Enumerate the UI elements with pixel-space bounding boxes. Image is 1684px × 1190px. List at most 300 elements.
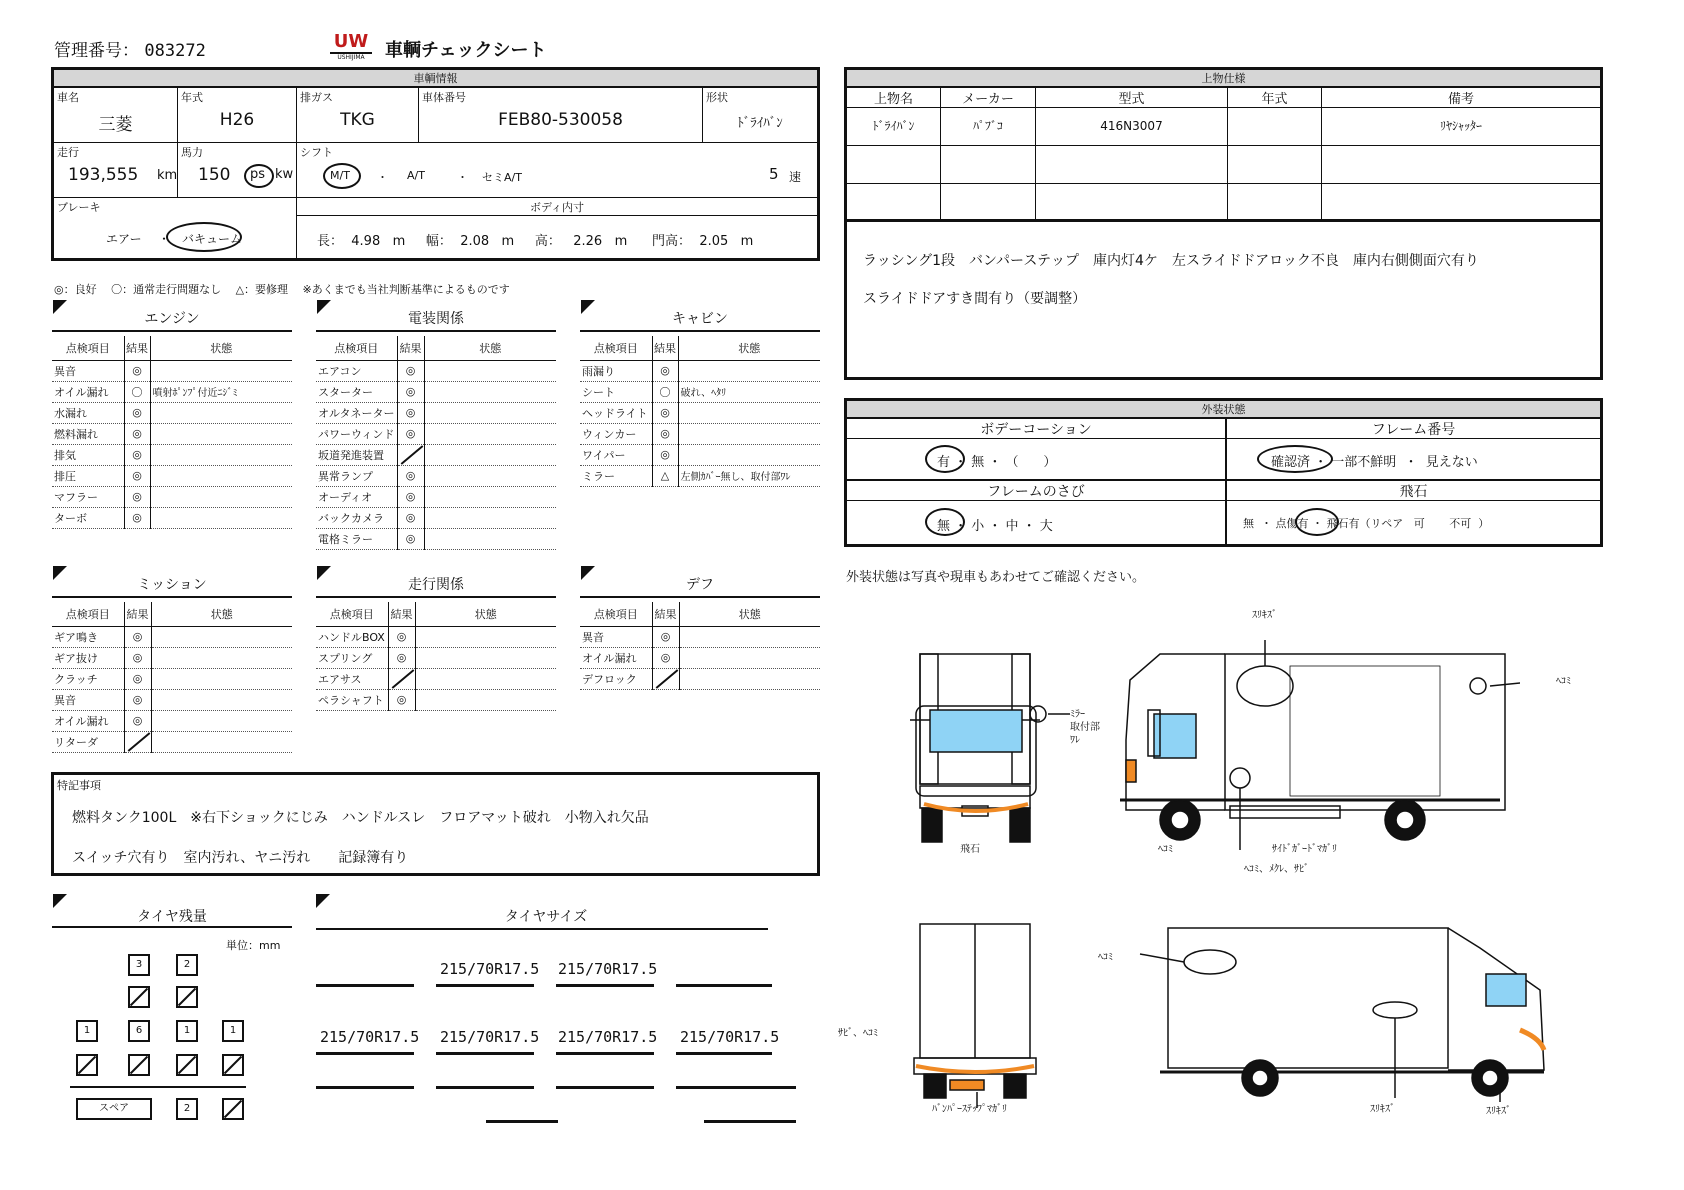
row1-maker: ﾊﾟﾌﾞｺ bbox=[941, 108, 1036, 145]
tire-line-2 bbox=[436, 984, 534, 987]
tire-line-6 bbox=[436, 1052, 534, 1055]
check-item: エアサス bbox=[316, 668, 388, 689]
cabin-title: キャビン bbox=[672, 311, 728, 327]
vehicle-info-header: 車輌情報 bbox=[54, 70, 817, 88]
tire-rear-inner-3-na bbox=[176, 1054, 198, 1076]
truck-side-view bbox=[1120, 640, 1520, 850]
check-item: エアコン bbox=[316, 360, 397, 381]
table-row bbox=[316, 465, 556, 486]
body-size-label: ボディ内寸 bbox=[297, 199, 817, 216]
check-item: オイル漏れ bbox=[52, 710, 124, 731]
check-state bbox=[151, 626, 292, 647]
check-result: ◎ bbox=[388, 647, 415, 668]
tire-line-7 bbox=[556, 1052, 654, 1055]
note-mirror: ﾐﾗｰ 取付部 ﾜﾚ bbox=[1070, 709, 1100, 746]
table-header-row bbox=[580, 336, 820, 360]
col-header-state: 状態 bbox=[679, 602, 820, 626]
check-result bbox=[397, 444, 424, 465]
table-row bbox=[316, 402, 556, 423]
electrical-table bbox=[316, 336, 556, 550]
exterior-header: 外装状態 bbox=[847, 401, 1600, 419]
note-scratch-bottom-1: ｽﾘｷｽﾞ bbox=[1370, 1104, 1395, 1115]
table-header-row bbox=[52, 602, 292, 626]
check-item: ハンドルBOX bbox=[316, 626, 388, 647]
check-result: ◎ bbox=[652, 647, 679, 668]
col-remarks: 備考 bbox=[1447, 92, 1474, 107]
mgmt-value: 083272 bbox=[144, 41, 206, 61]
tire-rear-3: 1 bbox=[176, 1020, 198, 1042]
table-row bbox=[316, 647, 556, 668]
row1-name: ﾄﾞﾗｲﾊﾞﾝ bbox=[847, 108, 941, 145]
brake-label: ブレーキ bbox=[57, 201, 101, 214]
body-dims: 長： 4.98 m 幅： 2.08 m 高： 2.26 m 門高： 2.05 m bbox=[317, 234, 754, 249]
not-applicable-slash bbox=[391, 670, 413, 688]
col-header-item: 点検項目 bbox=[52, 336, 124, 360]
check-result bbox=[124, 731, 151, 752]
power-unit-kw: kw bbox=[275, 167, 294, 182]
check-result: 〇 bbox=[124, 381, 150, 402]
check-state bbox=[424, 486, 556, 507]
check-item: ペラシャフト bbox=[316, 689, 388, 710]
check-result bbox=[388, 668, 415, 689]
check-result: ◎ bbox=[397, 486, 424, 507]
check-state bbox=[150, 423, 292, 444]
chip-value: 無 ・ 点傷有 ・ 飛石有（リペア 可 不可 ） bbox=[1243, 517, 1490, 530]
power-label: 馬力 bbox=[181, 146, 203, 159]
brake-cell bbox=[54, 198, 297, 258]
check-result: ◎ bbox=[124, 507, 150, 528]
check-item: 排圧 bbox=[52, 465, 124, 486]
check-item: 雨漏り bbox=[580, 360, 652, 381]
check-state bbox=[424, 507, 556, 528]
tire-line-5 bbox=[316, 1052, 414, 1055]
col-header-state: 状態 bbox=[678, 336, 820, 360]
check-item: マフラー bbox=[52, 486, 124, 507]
tire-rear-inner-4-na bbox=[222, 1054, 244, 1076]
check-item: ワイパー bbox=[580, 444, 652, 465]
col-model: 型式 bbox=[1036, 88, 1228, 107]
check-state bbox=[678, 423, 820, 444]
body-coating-label: ボデーコーション bbox=[847, 419, 1227, 439]
frame-rust-label: フレームのさび bbox=[847, 481, 1227, 501]
mileage-value: 193,555 bbox=[68, 165, 139, 185]
check-state bbox=[151, 647, 292, 668]
electrical-title: 電装関係 bbox=[408, 311, 464, 327]
check-result: ◎ bbox=[124, 423, 150, 444]
check-item: 異音 bbox=[52, 689, 124, 710]
check-item: シート bbox=[580, 381, 652, 402]
check-result: ◎ bbox=[397, 360, 424, 381]
table-row bbox=[580, 668, 820, 689]
tire-remain-title: タイヤ残量 bbox=[137, 909, 207, 925]
row1-model: 416N3007 bbox=[1036, 108, 1228, 145]
engine-title: エンジン bbox=[144, 311, 200, 327]
tire-front-right: 2 bbox=[176, 954, 198, 976]
col-name: 上物名 bbox=[847, 88, 941, 107]
check-state bbox=[679, 668, 820, 689]
electrical-underline bbox=[316, 330, 556, 332]
frame-no-label: フレーム番号 bbox=[1227, 419, 1600, 439]
table-row bbox=[316, 507, 556, 528]
table-row bbox=[52, 507, 292, 528]
check-state bbox=[415, 626, 556, 647]
row1-year bbox=[1228, 108, 1322, 145]
note-rust-dent: ｻﾋﾞ、ﾍｺﾐ bbox=[838, 1028, 878, 1039]
tire-size-rear-2: 215/70R17.5 bbox=[440, 1028, 540, 1046]
check-item: オーディオ bbox=[316, 486, 397, 507]
upper-spec-box bbox=[844, 67, 1603, 380]
check-state bbox=[424, 402, 556, 423]
col-header-item: 点検項目 bbox=[316, 602, 388, 626]
tire-line-12 bbox=[676, 1086, 796, 1089]
shape-label: 形状 bbox=[706, 91, 728, 104]
tire-rear-inner-2-na bbox=[128, 1054, 150, 1076]
col-header-state: 状態 bbox=[424, 336, 556, 360]
table-row bbox=[580, 647, 820, 668]
tire-line-3 bbox=[556, 984, 654, 987]
check-item: デフロック bbox=[580, 668, 652, 689]
check-state bbox=[415, 689, 556, 710]
table-row bbox=[316, 444, 556, 465]
not-applicable-slash bbox=[655, 670, 677, 688]
tire-front-left: 3 bbox=[128, 954, 150, 976]
check-item: 坂道発進装置 bbox=[316, 444, 397, 465]
check-result: ◎ bbox=[397, 528, 424, 549]
table-row bbox=[52, 444, 292, 465]
check-item: ギア抜け bbox=[52, 647, 124, 668]
table-row bbox=[316, 528, 556, 549]
table-row bbox=[52, 486, 292, 507]
running-underline bbox=[316, 596, 556, 598]
check-item: ヘッドライト bbox=[580, 402, 652, 423]
chassis-cell bbox=[419, 88, 703, 143]
table-row bbox=[52, 710, 292, 731]
check-state bbox=[678, 444, 820, 465]
mileage-label: 走行 bbox=[57, 146, 79, 159]
not-applicable-slash bbox=[400, 446, 422, 464]
truck-left-side-view bbox=[1140, 928, 1544, 1102]
table-row bbox=[52, 647, 292, 668]
mission-title: ミッション bbox=[137, 577, 207, 593]
table-row bbox=[316, 626, 556, 647]
check-item: リターダ bbox=[52, 731, 124, 752]
tire-line-11 bbox=[556, 1086, 654, 1089]
year-cell bbox=[178, 88, 297, 143]
brake-sep: ・ bbox=[158, 232, 171, 246]
check-result: ◎ bbox=[388, 626, 415, 647]
frame-no-cell bbox=[1227, 439, 1600, 481]
tire-rear-2: 6 bbox=[128, 1020, 150, 1042]
check-result: ◎ bbox=[652, 423, 678, 444]
power-unit-ps: ps bbox=[250, 167, 266, 182]
emission-cell bbox=[297, 88, 419, 143]
check-result: ◎ bbox=[124, 689, 151, 710]
col-header-item: 点検項目 bbox=[316, 336, 397, 360]
table-row bbox=[52, 465, 292, 486]
check-item: ミラー bbox=[580, 465, 652, 486]
check-state bbox=[424, 360, 556, 381]
check-state bbox=[678, 360, 820, 381]
col-header-item: 点検項目 bbox=[52, 602, 124, 626]
check-state bbox=[679, 626, 820, 647]
check-result: ◎ bbox=[124, 668, 151, 689]
check-state bbox=[150, 465, 292, 486]
check-state bbox=[150, 402, 292, 423]
upper-spec-col-headers bbox=[847, 88, 1600, 108]
mgmt-label: 管理番号： bbox=[54, 41, 139, 61]
body-coating-cell bbox=[847, 439, 1227, 481]
check-item: ウィンカー bbox=[580, 423, 652, 444]
shift-label: シフト bbox=[300, 146, 333, 159]
check-result: ◎ bbox=[397, 381, 424, 402]
note-side-guard: ｻｲﾄﾞｶﾞｰﾄﾞﾏｶﾞﾘ bbox=[1272, 844, 1337, 855]
company-logo bbox=[330, 32, 372, 62]
check-result: ◎ bbox=[397, 507, 424, 528]
body-coating-value: 有 ・ 無 ・ （ ） bbox=[937, 455, 1057, 470]
running-table bbox=[316, 602, 556, 711]
mission-table bbox=[52, 602, 292, 753]
check-state bbox=[424, 444, 556, 465]
mgmt-number bbox=[54, 36, 206, 61]
table-row bbox=[52, 731, 292, 752]
spare-inner-na bbox=[222, 1098, 244, 1120]
col-header-result: 結果 bbox=[397, 336, 424, 360]
table-row bbox=[580, 626, 820, 647]
check-state bbox=[151, 710, 292, 731]
table-row bbox=[316, 668, 556, 689]
truck-diagram-bottom bbox=[840, 910, 1580, 1130]
chassis-value: FEB80-530058 bbox=[498, 110, 623, 130]
special-notes-line2: スイッチ穴有り 室内汚れ、ヤニ汚れ 記録簿有り bbox=[72, 850, 409, 866]
note-scratch-top: ｽﾘｷｽﾞ bbox=[1252, 610, 1277, 621]
table-row bbox=[316, 360, 556, 381]
shift-semi: セミA/T bbox=[482, 171, 522, 184]
check-state: 破れ、ﾍﾀﾘ bbox=[678, 381, 820, 402]
check-result: ◎ bbox=[652, 360, 678, 381]
note-scratch-bottom-2: ｽﾘｷｽﾞ bbox=[1486, 1106, 1511, 1117]
table-row bbox=[580, 402, 820, 423]
upper-spec-row-3 bbox=[847, 184, 1600, 222]
mileage-unit: km bbox=[157, 168, 178, 183]
power-value: 150 bbox=[198, 165, 231, 185]
shift-cell bbox=[297, 143, 817, 198]
check-result: 〇 bbox=[652, 381, 678, 402]
tire-rear-1: 1 bbox=[76, 1020, 98, 1042]
tire-line-14 bbox=[704, 1120, 796, 1123]
upper-remarks-1: ラッシング1段 バンパーステップ 庫内灯4ケ 左スライドドアロック不良 庫内右側側面穴有り bbox=[863, 253, 1479, 269]
check-item: パワーウィンド bbox=[316, 423, 397, 444]
frame-no-value: 確認済 ・ 一部不鮮明 ・ 見えない bbox=[1271, 455, 1478, 470]
engine-underline bbox=[52, 330, 292, 332]
tire-size-rear-3: 215/70R17.5 bbox=[558, 1028, 658, 1046]
check-result: ◎ bbox=[124, 647, 151, 668]
frame-rust-value: 無 ・ 小 ・ 中 ・ 大 bbox=[937, 519, 1053, 534]
tire-line-9 bbox=[316, 1086, 414, 1089]
frame-rust-cell bbox=[847, 501, 1227, 544]
check-state: 噴射ﾎﾟﾝﾌﾟ付近ﾆｼﾞﾐ bbox=[150, 381, 292, 402]
chip-label: 飛石 bbox=[1227, 481, 1600, 501]
check-state bbox=[678, 402, 820, 423]
table-row bbox=[316, 689, 556, 710]
table-row bbox=[52, 689, 292, 710]
col-maker: メーカー bbox=[941, 88, 1036, 107]
check-state bbox=[151, 731, 292, 752]
chassis-label: 車体番号 bbox=[422, 91, 466, 104]
shift-sep2: ・ bbox=[457, 171, 468, 184]
col-year: 年式 bbox=[1228, 88, 1322, 107]
table-row bbox=[52, 626, 292, 647]
truck-diagram-top bbox=[900, 610, 1520, 880]
year-label: 年式 bbox=[181, 91, 203, 104]
check-item: 異常ランプ bbox=[316, 465, 397, 486]
col-header-item: 点検項目 bbox=[580, 336, 652, 360]
col-header-result: 結果 bbox=[124, 336, 150, 360]
tire-line-1 bbox=[316, 984, 414, 987]
check-state bbox=[150, 444, 292, 465]
tire-size-rear-1: 215/70R17.5 bbox=[320, 1028, 420, 1046]
shape-cell bbox=[703, 88, 817, 143]
table-row bbox=[580, 360, 820, 381]
check-result: ◎ bbox=[652, 626, 679, 647]
table-row bbox=[52, 668, 292, 689]
check-result: ◎ bbox=[124, 626, 151, 647]
shape-value: ﾄﾞﾗｲﾊﾞﾝ bbox=[737, 116, 783, 131]
tire-rear-4: 1 bbox=[222, 1020, 244, 1042]
upper-remarks-2: スライドドアすき間有り（要調整） bbox=[863, 291, 1087, 307]
tire-size-title: タイヤサイズ bbox=[504, 909, 588, 925]
check-item: クラッチ bbox=[52, 668, 124, 689]
maker-cell bbox=[54, 88, 178, 143]
col-header-result: 結果 bbox=[652, 336, 678, 360]
check-state bbox=[415, 668, 556, 689]
tire-size-underline bbox=[316, 928, 768, 930]
col-header-state: 状態 bbox=[151, 602, 292, 626]
table-row bbox=[580, 465, 820, 486]
spare-value: 2 bbox=[176, 1098, 198, 1120]
mission-underline bbox=[52, 596, 292, 598]
check-state bbox=[415, 647, 556, 668]
table-row bbox=[52, 402, 292, 423]
brake-vacuum: バキューム bbox=[182, 232, 243, 246]
check-result: ◎ bbox=[124, 465, 150, 486]
col-header-result: 結果 bbox=[652, 602, 679, 626]
upper-spec-header: 上物仕様 bbox=[847, 70, 1600, 88]
check-item: 水漏れ bbox=[52, 402, 124, 423]
check-item: ターボ bbox=[52, 507, 124, 528]
truck-front-view bbox=[910, 654, 1046, 842]
shift-at: A/T bbox=[407, 169, 425, 182]
tire-remain-unit: 単位：mm bbox=[226, 939, 281, 952]
table-header-row bbox=[52, 336, 292, 360]
check-item: ギア鳴き bbox=[52, 626, 124, 647]
note-dent-left: ﾍｺﾐ bbox=[1098, 952, 1113, 963]
vehicle-info-box bbox=[51, 67, 820, 261]
check-state bbox=[424, 528, 556, 549]
check-item: オイル漏れ bbox=[52, 381, 124, 402]
check-item: オルタネーター bbox=[316, 402, 397, 423]
table-row bbox=[580, 444, 820, 465]
body-size-cell bbox=[297, 198, 817, 258]
brake-air: エアー bbox=[106, 232, 142, 246]
table-row bbox=[580, 381, 820, 402]
check-result: △ bbox=[652, 465, 678, 486]
exterior-box bbox=[844, 398, 1603, 547]
running-title: 走行関係 bbox=[408, 577, 464, 593]
upper-spec-row-2 bbox=[847, 146, 1600, 184]
tire-rear-inner-1-na bbox=[76, 1054, 98, 1076]
year-value: H26 bbox=[219, 110, 255, 130]
check-state bbox=[424, 381, 556, 402]
not-applicable-slash bbox=[127, 733, 149, 751]
tire-line-8 bbox=[676, 1052, 772, 1055]
check-result: ◎ bbox=[652, 402, 678, 423]
table-row bbox=[316, 381, 556, 402]
check-item: 電格ミラー bbox=[316, 528, 397, 549]
cabin-underline bbox=[580, 330, 820, 332]
check-result: ◎ bbox=[397, 423, 424, 444]
shift-sep1: ・ bbox=[377, 171, 388, 184]
spare-label: スペア bbox=[76, 1098, 152, 1120]
check-result: ◎ bbox=[124, 360, 150, 381]
col-header-result: 結果 bbox=[388, 602, 415, 626]
note-chip-front: 飛石 bbox=[960, 844, 980, 855]
check-state bbox=[150, 507, 292, 528]
emission-value: TKG bbox=[340, 110, 375, 130]
diff-title: デフ bbox=[686, 577, 714, 593]
special-notes-line1: 燃料タンク100L ※右下ショックにじみ ハンドルスレ フロアマット破れ 小物入れ欠品 bbox=[72, 810, 649, 826]
truck-rear-view bbox=[914, 924, 1036, 1108]
check-state bbox=[150, 486, 292, 507]
check-state bbox=[679, 647, 820, 668]
table-row bbox=[316, 423, 556, 444]
chip-cell bbox=[1227, 501, 1600, 544]
tire-line-13 bbox=[486, 1120, 558, 1123]
power-cell bbox=[178, 143, 297, 198]
check-item: 燃料漏れ bbox=[52, 423, 124, 444]
table-header-row bbox=[316, 336, 556, 360]
check-state bbox=[151, 689, 292, 710]
check-item: オイル漏れ bbox=[580, 647, 652, 668]
check-item: スプリング bbox=[316, 647, 388, 668]
tire-size-rear-4: 215/70R17.5 bbox=[680, 1028, 780, 1046]
check-state: 左側ｶﾊﾞｰ無し、取付部ﾜﾚ bbox=[678, 465, 820, 486]
check-result: ◎ bbox=[652, 444, 678, 465]
tire-remain-underline bbox=[52, 926, 292, 928]
page-title: 車輌チェックシート bbox=[385, 40, 547, 61]
check-item: スターター bbox=[316, 381, 397, 402]
note-dent-right: ﾍｺﾐ bbox=[1556, 676, 1571, 687]
table-row bbox=[52, 360, 292, 381]
table-header-row bbox=[580, 602, 820, 626]
check-state bbox=[424, 423, 556, 444]
check-state bbox=[151, 668, 292, 689]
tire-front-inner-left-na bbox=[128, 986, 150, 1008]
col-header-state: 状態 bbox=[415, 602, 556, 626]
result-legend: ◎：良好 〇：通常走行問題なし △：要修理 ※あくまでも当社判断基準によるものです bbox=[54, 283, 510, 296]
check-result: ◎ bbox=[388, 689, 415, 710]
check-result: ◎ bbox=[397, 465, 424, 486]
tire-line-4 bbox=[676, 984, 772, 987]
logo-sub: USHIJIMA bbox=[330, 52, 372, 61]
check-item: バックカメラ bbox=[316, 507, 397, 528]
check-result bbox=[652, 668, 679, 689]
check-result: ◎ bbox=[397, 402, 424, 423]
note-dent-low: ﾍｺﾐ bbox=[1158, 844, 1173, 855]
special-notes-box bbox=[51, 772, 820, 876]
check-result: ◎ bbox=[124, 486, 150, 507]
tire-divider bbox=[70, 1086, 246, 1088]
diff-underline bbox=[580, 596, 820, 598]
